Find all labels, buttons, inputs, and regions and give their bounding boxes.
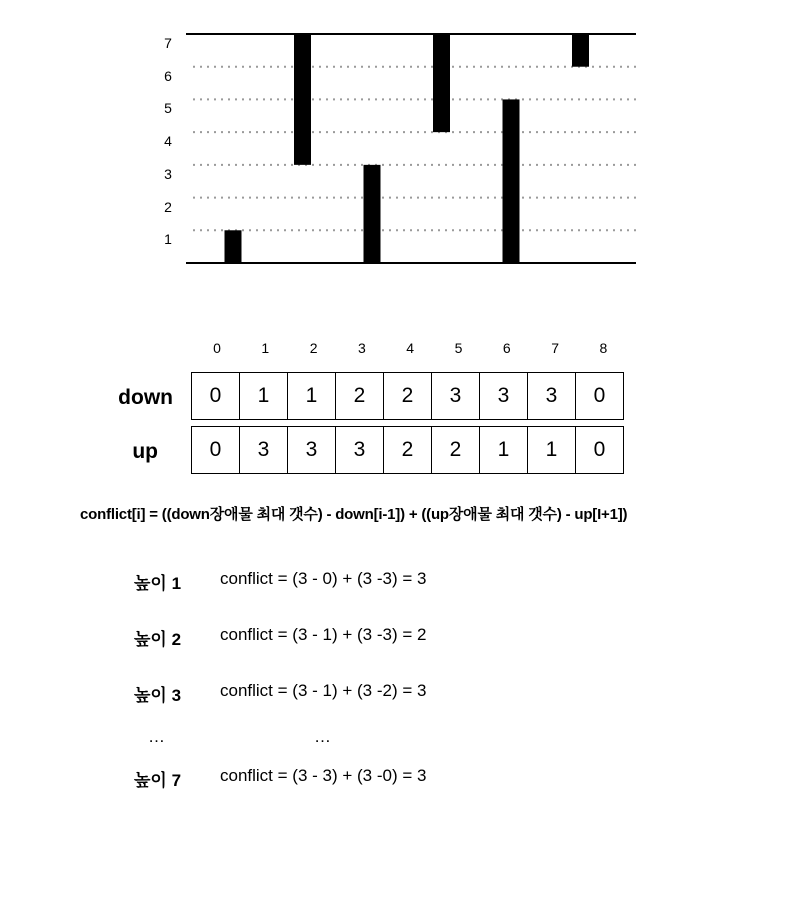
index-label: 0 — [213, 340, 221, 356]
up-row-label: up — [132, 440, 158, 463]
down-cell: 2 — [383, 372, 432, 420]
down-cell: 1 — [239, 372, 288, 420]
step-label: 높이 3 — [134, 686, 182, 705]
up-cell: 3 — [239, 426, 288, 474]
obstacle-bars — [225, 33, 590, 264]
floor-obstacle — [225, 230, 242, 264]
down-cell: 0 — [191, 372, 240, 420]
down-row-label: down — [118, 386, 173, 409]
up-cell: 1 — [527, 426, 576, 474]
y-tick-label: 3 — [164, 165, 172, 182]
y-tick-label: 4 — [164, 133, 172, 150]
obstacle-chart — [0, 0, 796, 300]
down-cell: 3 — [527, 372, 576, 420]
ellipsis: … — [314, 727, 331, 746]
down-cell: 0 — [575, 372, 624, 420]
ceiling-obstacle — [433, 33, 450, 132]
down-row — [191, 372, 623, 420]
floor-obstacle — [364, 165, 381, 264]
step-label: 높이 2 — [134, 630, 182, 649]
y-tick-label: 5 — [164, 100, 172, 117]
step-equation: conflict = (3 - 1) + (3 -2) = 3 — [220, 681, 427, 700]
grid-lines — [193, 67, 636, 231]
up-cell: 1 — [479, 426, 528, 474]
index-label: 6 — [502, 340, 511, 356]
ellipsis: … — [148, 727, 165, 746]
step-equation: conflict = (3 - 0) + (3 -3) = 3 — [220, 569, 427, 588]
up-cell: 0 — [575, 426, 624, 474]
index-label: 5 — [454, 340, 463, 356]
index-label: 3 — [357, 340, 366, 356]
index-label: 2 — [309, 340, 318, 356]
down-cell: 3 — [431, 372, 480, 420]
up-cell: 2 — [383, 426, 432, 474]
floor-obstacle — [503, 99, 520, 264]
index-label: 8 — [599, 340, 608, 356]
step-equation: conflict = (3 - 3) + (3 -0) = 3 — [220, 766, 427, 785]
down-cell: 1 — [287, 372, 336, 420]
up-row — [191, 426, 623, 474]
down-cell: 2 — [335, 372, 384, 420]
index-label: 1 — [261, 340, 270, 356]
down-cell: 3 — [479, 372, 528, 420]
y-tick-label: 2 — [164, 198, 172, 215]
step-equation: conflict = (3 - 1) + (3 -3) = 2 — [220, 625, 427, 644]
y-tick-label: 6 — [164, 67, 172, 84]
step-label: 높이 1 — [134, 574, 182, 593]
conflict-formula: conflict[i] = ((down장애물 최대 갯수) - down[i-1]) + ((up장애물 최대 갯수) - up[I+1]) — [80, 506, 628, 523]
up-cell: 2 — [431, 426, 480, 474]
step-label: 높이 7 — [134, 771, 182, 790]
up-cell: 0 — [191, 426, 240, 474]
y-tick-label: 1 — [164, 231, 172, 248]
index-label: 4 — [406, 340, 415, 356]
ceiling-obstacle — [294, 33, 311, 165]
ceiling-obstacle — [572, 33, 589, 67]
up-cell: 3 — [335, 426, 384, 474]
y-tick-label: 7 — [164, 35, 172, 51]
up-cell: 3 — [287, 426, 336, 474]
index-label: 7 — [551, 340, 559, 356]
